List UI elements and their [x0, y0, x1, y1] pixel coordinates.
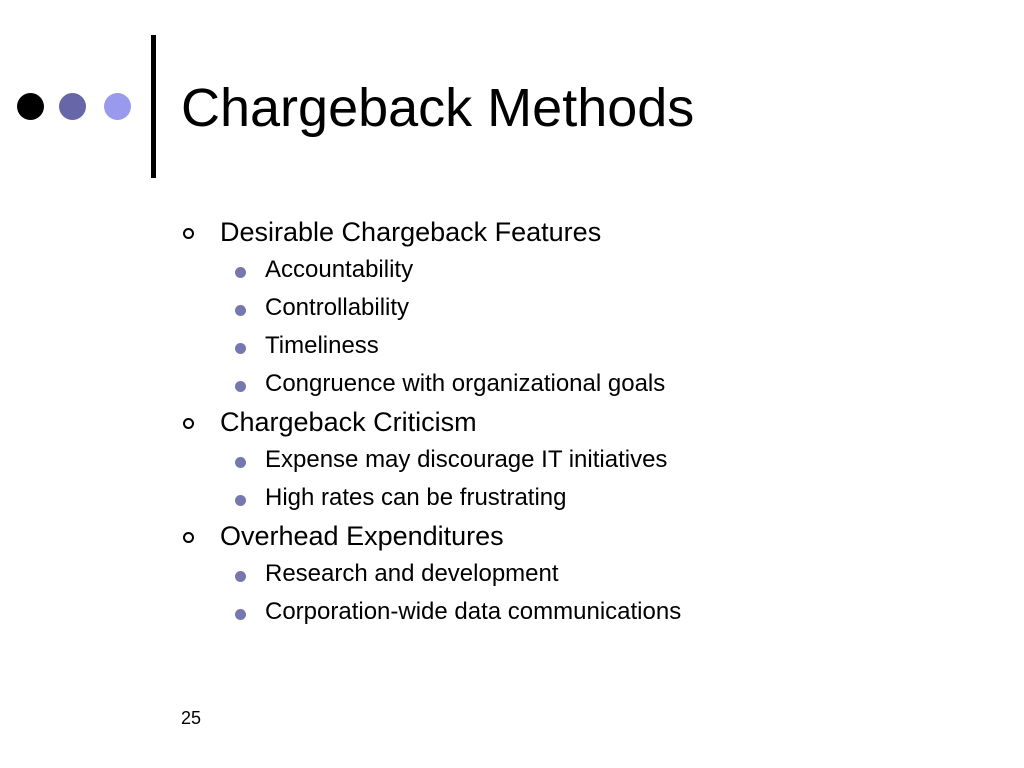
dot-bullet-icon: [235, 381, 246, 392]
ring-bullet-icon: [183, 418, 194, 429]
list-item-text: Corporation-wide data communications: [265, 598, 682, 625]
title-divider: [151, 35, 156, 178]
dot-bullet-icon: [235, 343, 246, 354]
dot-bullet-icon: [235, 457, 246, 468]
dot-bullet-icon: [235, 305, 246, 316]
section-heading-text: Desirable Chargeback Features: [220, 217, 602, 247]
list-item: [180, 479, 1000, 517]
list-item-text: Timeliness: [265, 332, 379, 359]
section-heading: [180, 517, 1000, 555]
slide-title: Chargeback Methods: [181, 78, 695, 138]
dot-bullet-icon: [235, 267, 246, 278]
list-item: [180, 327, 1000, 365]
page-number: 25: [181, 708, 202, 728]
list-item-text: Expense may discourage IT initiatives: [265, 446, 668, 473]
section-heading: [180, 403, 1000, 441]
list-item: [180, 441, 1000, 479]
dot-mid-icon: [59, 93, 86, 120]
list-item: [180, 593, 1000, 631]
decorative-dots: [0, 0, 150, 200]
section-heading: [180, 213, 1000, 251]
list-item: [180, 365, 1000, 403]
ring-bullet-icon: [183, 228, 194, 239]
list-item-text: High rates can be frustrating: [265, 484, 567, 511]
list-item: [180, 555, 1000, 593]
section-heading-text: Overhead Expenditures: [220, 521, 504, 551]
slide-body: [180, 213, 1000, 631]
list-item-text: Congruence with organizational goals: [265, 370, 666, 397]
list-item: [180, 289, 1000, 327]
dot-light-icon: [104, 93, 131, 120]
list-item-text: Accountability: [265, 256, 414, 283]
dot-bullet-icon: [235, 571, 246, 582]
dot-bullet-icon: [235, 495, 246, 506]
list-item-text: Controllability: [265, 294, 410, 321]
dot-bullet-icon: [235, 609, 246, 620]
list-item-text: Research and development: [265, 560, 559, 587]
list-item: [180, 251, 1000, 289]
dot-dark-icon: [17, 93, 44, 120]
ring-bullet-icon: [183, 532, 194, 543]
section-heading-text: Chargeback Criticism: [220, 407, 477, 437]
